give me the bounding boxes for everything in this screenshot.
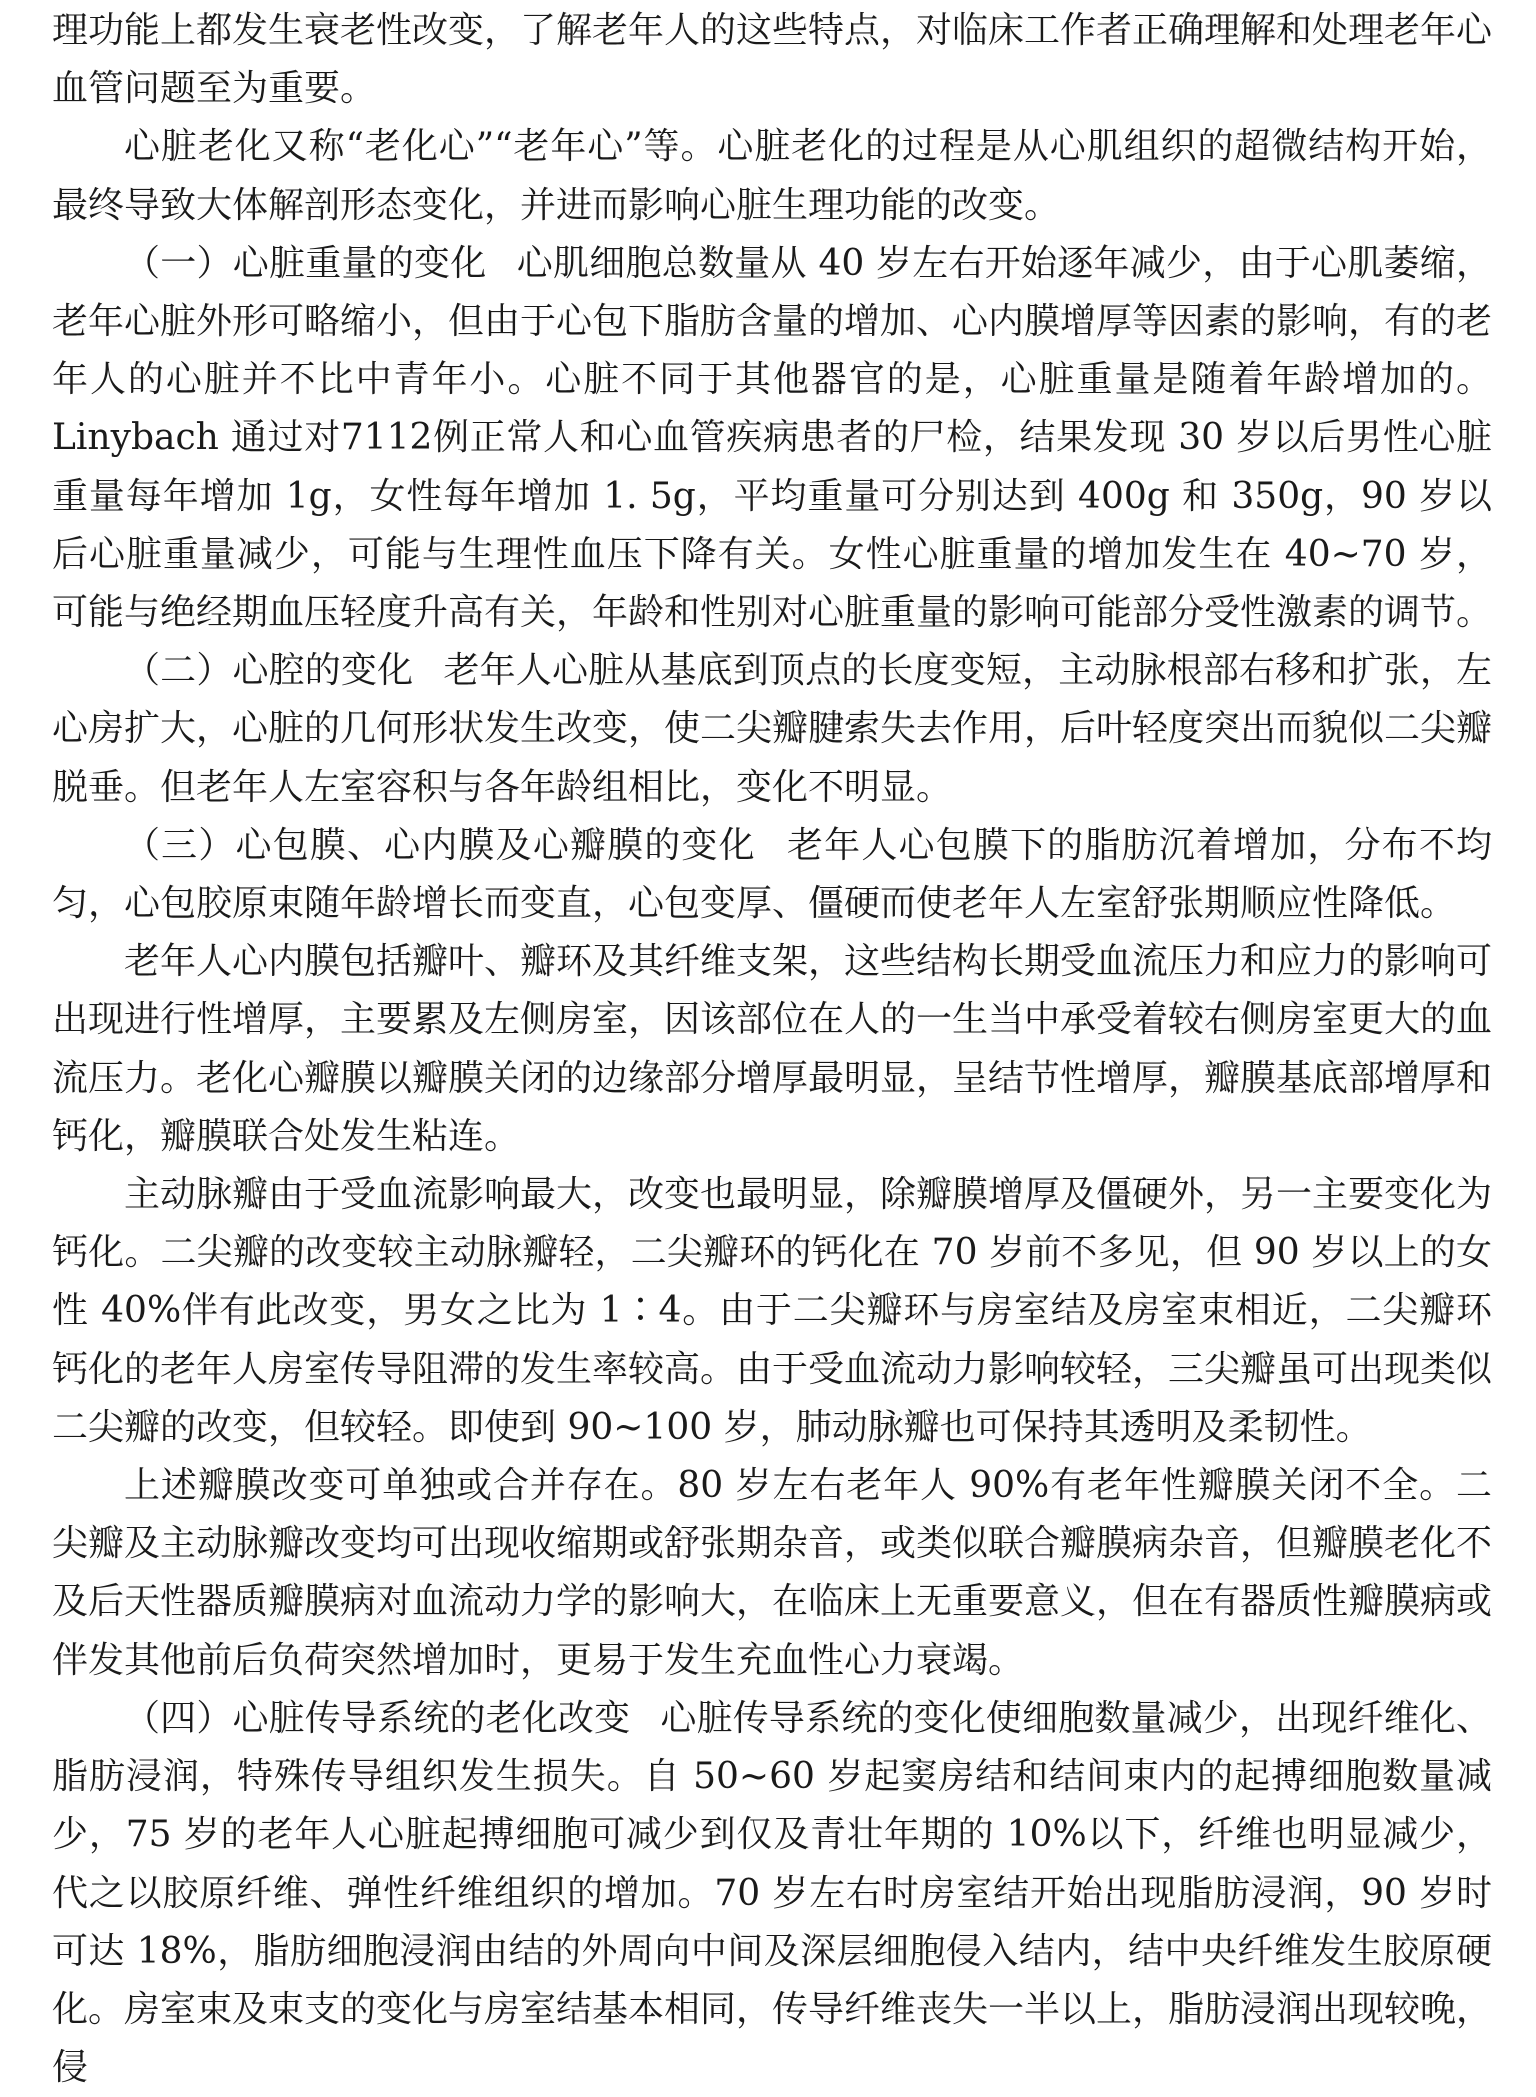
section-heading: （四）心脏传导系统的老化改变	[124, 1697, 631, 1739]
paragraph-7	[52, 1457, 1492, 1690]
paragraph-text: 心脏老化又称“老化心”“老年心”等。心脏老化的过程是从心肌组织的超微结构开始，最终导致大体解剖形态变化，并进而影响心脏生理功能的改变。	[52, 126, 1492, 226]
section-heading: （二）心腔的变化	[124, 650, 414, 692]
paragraph-text: 老年人心内膜包括瓣叶、瓣环及其纤维支架，这些结构长期受血流压力和应力的影响可出现进行性增厚，主要累及左侧房室，因该部位在人的一生当中承受着较右侧房室更大的血流压力。老化心瓣膜以瓣膜关闭的边缘部分增厚最明显，呈结节性增厚，瓣膜基底部增厚和钙化，瓣膜联合处发生粘连。	[52, 941, 1493, 1157]
paragraph-text: 主动脉瓣由于受血流影响最大，改变也最明显，除瓣膜增厚及僵硬外，另一主要变化为钙化。二尖瓣的改变较主动脉瓣轻，二尖瓣环的钙化在 70 岁前不多见，但 90 岁以上的女性 40%伴有此改变，男女之比为 1∶4。由于二尖瓣环与房室结及房室束相近，二尖瓣环钙化的老年人房室传导阻滞的发生率较高。由于受血流动力影响较轻，三尖瓣虽可出现类似二尖瓣的改变，但较轻。即使到 90~100 岁，肺动脉瓣也可保持其透明及柔韧性。	[52, 1174, 1493, 1448]
section-heading: （一）心脏重量的变化	[124, 242, 487, 284]
paragraph-text: 老年人心脏从基底到顶点的长度变短，主动脉根部右移和扩张，左心房扩大，心脏的几何形状发生改变，使二尖瓣腱索失去作用，后叶轻度突出而貌似二尖瓣脱垂。但老年人左室容积与各年龄组相比，变化不明显。	[52, 650, 1493, 808]
paragraph-text: 上述瓣膜改变可单独或合并存在。80 岁左右老年人 90%有老年性瓣膜关闭不全。二尖瓣及主动脉瓣改变均可出现收缩期或舒张期杂音，或类似联合瓣膜病杂音，但瓣膜老化不及后天性器质瓣膜病对血流动力学的影响大，在临床上无重要意义，但在有器质性瓣膜病或伴发其他前后负荷突然增加时，更易于发生充血性心力衰竭。	[52, 1465, 1493, 1681]
paragraph-4	[52, 817, 1492, 933]
paragraph-text: 心脏传导系统的变化使细胞数量减少，出现纤维化、脂肪浸润，特殊传导组织发生损失。自 50~60 岁起窦房结和结间束内的起搏细胞数量减少，75 岁的老年人心脏起搏细胞可减少到仅及青壮年期的 10%以下，纤维也明显减少，代之以胶原纤维、弹性纤维组织的增加。70 岁左右时房室结开始出现脂肪浸润，90 岁时可达 18%，脂肪细胞浸润由结的外周向中间及深层细胞侵入结内，结中央纤维发生胶原硬化。房室束及束支的变化与房室结基本相同，传导纤维丧失一半以上，脂肪浸润出现较晚，侵	[52, 1697, 1493, 2089]
paragraph-8	[52, 1690, 1492, 2097]
paragraph-text: 心肌细胞总数量从 40 岁左右开始逐年减少，由于心肌萎缩，老年心脏外形可略缩小，但由于心包下脂肪含量的增加、心内膜增厚等因素的影响，有的老年人的心脏并不比中青年小。心脏不同于其他器官的是，心脏重量是随着年龄增加的。Linybach 通过对7112例正常人和心血管疾病患者的尸检，结果发现 30 岁以后男性心脏重量每年增加 1g，女性每年增加 1. 5g，平均重量可分别达到 400g 和 350g，90 岁以后心脏重量减少，可能与生理性血压下降有关。女性心脏重量的增加发生在 40~70 岁，可能与绝经期血压轻度升高有关，年龄和性别对心脏重量的影响可能部分受性激素的调节。	[52, 242, 1493, 634]
paragraph-0	[52, 2, 1492, 118]
section-heading: （三）心包膜、心内膜及心瓣膜的变化	[124, 824, 756, 866]
paragraph-5	[52, 933, 1492, 1166]
paragraph-2	[52, 235, 1492, 642]
document-page	[52, 2, 1492, 2097]
paragraph-text: 老年人心包膜下的脂肪沉着增加，分布不均匀，心包胶原束随年龄增长而变直，心包变厚、僵硬而使老年人左室舒张期顺应性降低。	[52, 824, 1492, 925]
paragraph-3	[52, 642, 1492, 817]
paragraph-text: 理功能上都发生衰老性改变，了解老年人的这些特点，对临床工作者正确理解和处理老年心血管问题至为重要。	[52, 10, 1493, 110]
paragraph-6	[52, 1166, 1492, 1457]
paragraph-1	[52, 118, 1492, 234]
